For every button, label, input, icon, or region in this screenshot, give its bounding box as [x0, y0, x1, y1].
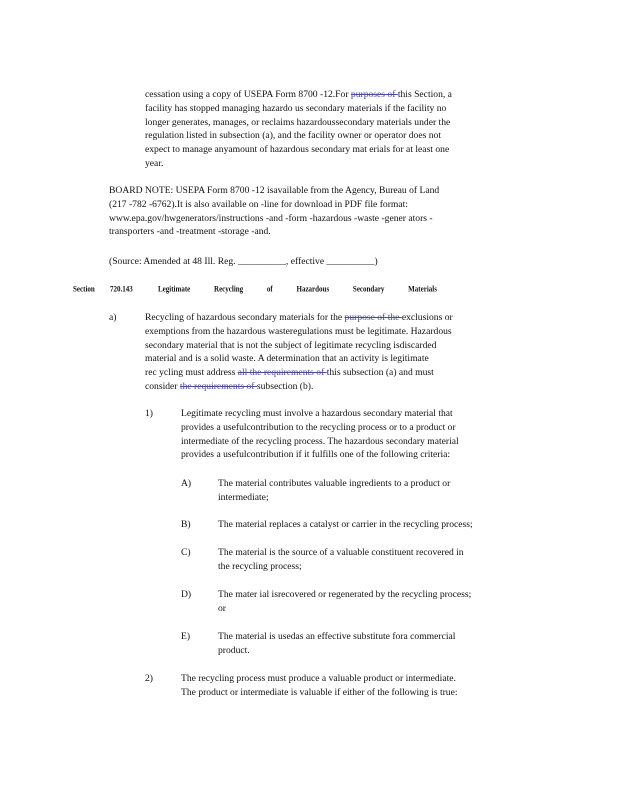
criterion-c-marker: C)	[181, 547, 191, 558]
source-text: (Source: Amended at 48 Ill. Reg. __________, effective __________)	[109, 256, 378, 267]
intro-line-6: year.	[145, 157, 164, 169]
criterion-b-line-1: The material replaces a catalyst or carrier in the recycling process;	[218, 519, 473, 530]
para-a	[145, 311, 531, 394]
para-2-line-1: The recycling process must produce a valuable product or intermediate.	[181, 673, 456, 684]
para-1-line-1: Legitimate recycling must involve a hazardous secondary material that	[181, 408, 453, 419]
board-note-line-1: BOARD NOTE: USEPA Form 8700 -12 isavailable from the Agency, Bureau of Land	[109, 185, 440, 196]
board-note-line-2: (217 -782 -6762).It is also available on -line for download in PDF file format:	[109, 198, 408, 210]
board-note-line-4: transporters -and -treatment -storage -and.	[109, 226, 271, 238]
para-a-line-3: secondary material that is not the subject of legitimate recycling isdiscarded	[145, 339, 437, 351]
para-1-line-2: provides a usefulcontribution to the recycling process or to a product or	[181, 421, 456, 433]
criterion-c-line-1: The material is the source of a valuable constituent recovered in	[218, 547, 464, 558]
criterion-a	[218, 477, 528, 505]
intro-line-4: regulation listed in subsection (a), and the facility owner or operator does not	[145, 130, 441, 142]
section-number: 720.143	[110, 284, 133, 294]
strikethrough-text: the requirements of	[179, 380, 257, 392]
para-a-line-1-text: Recycling of hazardous secondary materials for the	[145, 312, 345, 323]
intro-line-5: expect to manage anyamount of hazardous secondary mat erials for at least one	[145, 144, 450, 156]
section-label: Section	[73, 284, 95, 294]
para-a-line-6-text-end: subsection (b).	[256, 380, 314, 392]
criterion-b	[218, 518, 528, 532]
criterion-e-line-2: product.	[218, 644, 250, 656]
criterion-e-marker: E)	[181, 631, 191, 642]
intro-line-3: longer generates, manages, or reclaims hazardoussecondary materials under the	[145, 116, 451, 128]
criterion-a-line-2: intermediate;	[218, 491, 269, 503]
intro-line-2: facility has stopped managing hazardo us secondary materials if the facility no	[145, 102, 447, 114]
criterion-a-marker: A)	[181, 478, 192, 489]
para-1-line-3: intermediate of the recycling process. The hazardous secondary material	[181, 435, 459, 447]
criterion-d	[218, 588, 528, 616]
board-note-url-line: www.epa.gov/hwgenerators/instructions -and -form -hazardous -waste -gener ators -	[109, 212, 433, 224]
para-a-marker: a)	[109, 312, 117, 323]
para-a-line-6	[145, 380, 531, 394]
criterion-b-marker: B)	[181, 519, 191, 530]
intro-line-1-text-end: this Section, a	[397, 89, 452, 100]
para-2	[181, 672, 527, 700]
para-2-line-2: The product or intermediate is valuable if either of the following is true:	[181, 686, 458, 698]
criterion-d-line-2: or	[218, 602, 226, 614]
criterion-e	[218, 630, 528, 658]
criterion-d-marker: D)	[181, 589, 192, 600]
para-a-line-4: material and is a solid waste. A determination that an activity is legitimate	[145, 353, 429, 365]
section-title: Legitimate Recycling of Hazardous Secondary Materials	[158, 284, 437, 294]
para-1-marker: 1)	[145, 408, 153, 419]
criterion-e-line-1: The material is usedas an effective substitute fora commercial	[218, 631, 456, 642]
para-a-line-1-text-end: exclusions or	[401, 312, 453, 323]
criterion-c-line-2: the recycling process;	[218, 560, 302, 572]
para-a-line-5	[145, 366, 531, 380]
para-1	[181, 407, 527, 462]
para-a-line-2: exemptions from the hazardous wasteregulations must be legitimate. Hazardous	[145, 325, 452, 337]
intro-paragraph	[145, 88, 534, 171]
source-note	[109, 255, 449, 269]
criterion-a-line-1: The material contributes valuable ingredients to a product or	[218, 478, 451, 489]
criterion-c	[218, 546, 528, 574]
para-a-line-5-text: rec ycling must address	[145, 367, 238, 379]
para-a-line-6-text: consider	[145, 380, 180, 392]
strikethrough-text: purposes of	[350, 89, 398, 100]
intro-line-1-text: cessation using a copy of USEPA Form 8700 -12.For	[145, 89, 351, 100]
board-note	[109, 184, 523, 239]
strikethrough-text: purpose of the	[344, 312, 402, 323]
para-a-line-1	[145, 311, 531, 325]
strikethrough-text: all the requirements of	[237, 367, 327, 379]
intro-line-1	[145, 88, 534, 102]
para-2-marker: 2)	[145, 673, 153, 684]
criterion-d-line-1: The mater ial isrecovered or regenerated by the recycling process;	[218, 589, 472, 600]
para-a-line-5-text-end: this subsection (a) and must	[326, 367, 434, 379]
para-1-line-4: provides a usefulcontribution if it fulfills one of the following criteria:	[181, 449, 451, 461]
